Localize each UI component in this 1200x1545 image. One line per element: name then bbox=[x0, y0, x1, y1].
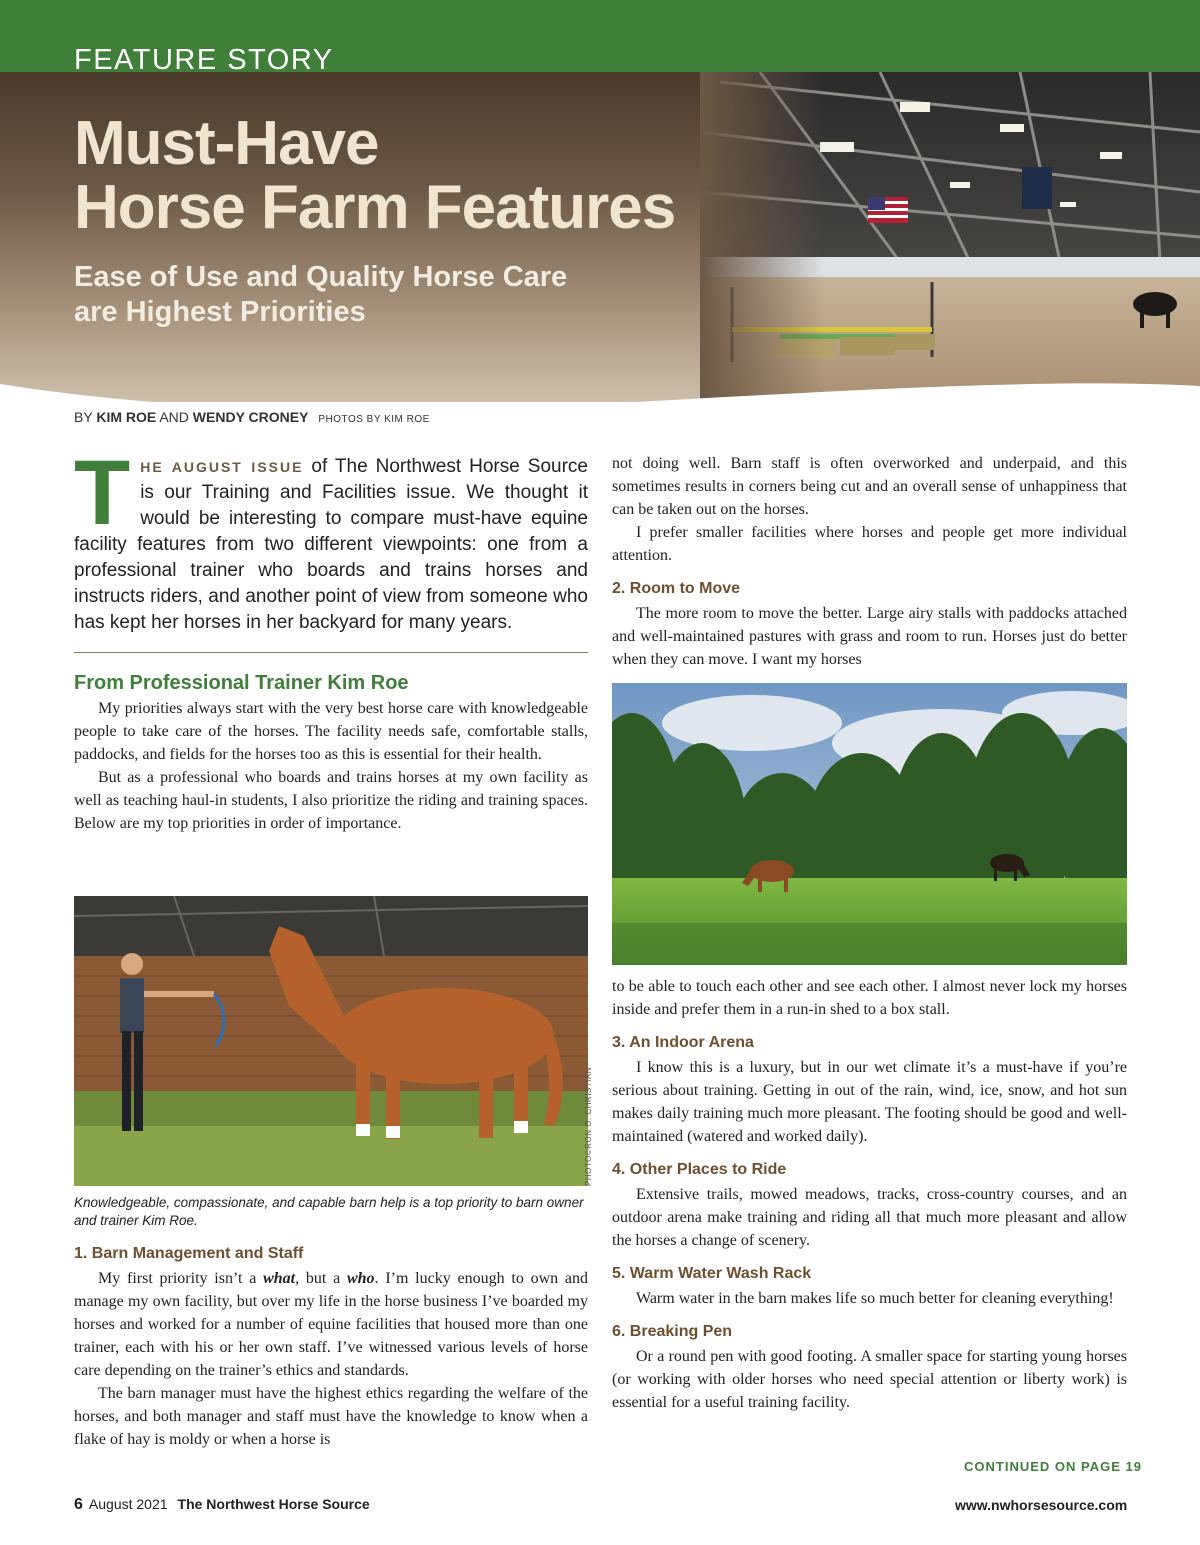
left-column-upper bbox=[74, 672, 588, 835]
byline-author-1: KIM ROE bbox=[96, 409, 157, 425]
body-paragraph: But as a professional who boards and trains horses at my own facility as well as teaching haul-in students, I also prioritize the riding and training spaces. Below are my top priorities in order of importance. bbox=[74, 769, 588, 832]
heading-breaking-pen: 6. Breaking Pen bbox=[612, 1323, 733, 1340]
lead-paragraph bbox=[74, 442, 588, 636]
drop-cap: T bbox=[74, 442, 131, 544]
section-divider bbox=[74, 652, 588, 653]
issue-date: August 2021 bbox=[88, 1496, 168, 1512]
body-paragraph: I prefer smaller facilities where horses and people get more individual attention. bbox=[612, 524, 1127, 564]
text-run: . I’m lucky enough to own and manage my own facility, but over my life in the horse business I’ve boarded my horses and worked for a number of equine facilities that housed more than one trainer, each with his or her own staff. I’ve witnessed various levels of horse care depending on the trainer’s ethics and standards. bbox=[74, 1270, 589, 1379]
body-paragraph bbox=[74, 1267, 588, 1382]
left-column-lower bbox=[74, 1236, 588, 1451]
byline-by: BY bbox=[74, 409, 93, 425]
emphasis-what: what bbox=[263, 1270, 296, 1287]
continued-link[interactable]: CONTINUED ON PAGE 19 bbox=[964, 1459, 1142, 1474]
byline-photos: PHOTOS BY KIM ROE bbox=[318, 414, 430, 425]
trainer-with-horse-photo bbox=[74, 896, 588, 1186]
body-paragraph: to be able to touch each other and see each other. I almost never lock my horses inside and prefer them in a run-in shed to a box stall. bbox=[612, 978, 1127, 1018]
right-column-upper bbox=[612, 452, 1127, 671]
article-subtitle bbox=[74, 260, 567, 330]
body-paragraph: The barn manager must have the highest ethics regarding the welfare of the horses, and both manager and staff must have the knowledge to know when a flake of hay is moldy or when a horse is bbox=[74, 1385, 588, 1448]
byline bbox=[74, 409, 430, 425]
body-paragraph: Warm water in the barn makes life so much better for cleaning everything! bbox=[636, 1290, 1114, 1307]
byline-author-2: WENDY CRONEY bbox=[192, 409, 309, 425]
body-paragraph: not doing well. Barn staff is often overworked and underpaid, and this sometimes results in corners being cut and an overall sense of unhappiness that can be taken out on the horses. bbox=[612, 455, 1127, 518]
article-title bbox=[74, 109, 676, 242]
title-line-1: Must-Have bbox=[74, 109, 379, 178]
photo-caption: Knowledgeable, compassionate, and capable barn help is a top priority to barn owner and trainer Kim Roe. bbox=[74, 1195, 584, 1228]
publication-name: The Northwest Horse Source bbox=[177, 1496, 370, 1512]
website-url[interactable]: www.nwhorsesource.com bbox=[955, 1497, 1128, 1513]
indoor-arena-photo bbox=[700, 72, 1200, 402]
byline-and: AND bbox=[159, 409, 189, 425]
body-paragraph: Extensive trails, mowed meadows, tracks, cross-country courses, and an outdoor arena make training and riding all that much more pleasant and allow the horses a change of scenery. bbox=[612, 1186, 1127, 1249]
body-paragraph: I know this is a luxury, but in our wet climate it’s a must-have if you’re serious about training. Getting in out of the rain, wind, ice, snow, and hot sun makes daily training much more pleasant. The footing should be good and well-maintained (watered and worked daily). bbox=[612, 1059, 1127, 1145]
section-heading-kim-roe: From Professional Trainer Kim Roe bbox=[74, 672, 409, 694]
emphasis-who: who bbox=[346, 1270, 375, 1287]
heading-wash-rack: 5. Warm Water Wash Rack bbox=[612, 1265, 812, 1282]
text-run: My first priority isn’t a bbox=[98, 1270, 264, 1287]
subtitle-line-1: Ease of Use and Quality Horse Care bbox=[74, 261, 568, 293]
body-paragraph: Or a round pen with good footing. A smaller space for starting young horses (or working with older horses who need special attention or liberty work) is essential for a useful training facility. bbox=[612, 1348, 1127, 1411]
heading-indoor-arena: 3. An Indoor Arena bbox=[612, 1034, 754, 1051]
body-paragraph: The more room to move the better. Large airy stalls with paddocks attached and well-maintained pastures with grass and room to run. Horses just do better when they can move. I want my horses bbox=[612, 605, 1127, 668]
page-number: 6 bbox=[74, 1496, 83, 1513]
page-footer-left bbox=[74, 1496, 370, 1514]
feature-story-label: FEATURE STORY bbox=[74, 44, 334, 76]
body-paragraph: My priorities always start with the very best horse care with knowledgeable people to take care of the horses. The facility needs safe, comfortable stalls, paddocks, and fields for the horses too as this is essential for their health. bbox=[74, 700, 588, 763]
text-run: , but a bbox=[295, 1270, 347, 1287]
photo-credit: PHOTO©RON O. CHRISTIAN bbox=[584, 1067, 593, 1186]
heading-other-places: 4. Other Places to Ride bbox=[612, 1161, 787, 1178]
heading-barn-management: 1. Barn Management and Staff bbox=[74, 1245, 304, 1262]
heading-room-to-move: 2. Room to Move bbox=[612, 580, 741, 597]
right-column-lower bbox=[612, 975, 1127, 1414]
subtitle-line-2: are Highest Priorities bbox=[74, 296, 366, 328]
lead-text: of The Northwest Horse Source is our Training and Facilities issue. We thought it would be interesting to compare must-have equine facility features from two different viewpoints: one from a professional trainer who boards and trains horses and instructs riders, and another point of view from someone who has kept her horses in her backyard for many years. bbox=[74, 456, 588, 633]
pasture-horses-photo bbox=[612, 683, 1127, 965]
title-line-2: Horse Farm Features bbox=[74, 173, 676, 242]
lead-smallcaps: HE AUGUST ISSUE bbox=[140, 459, 304, 475]
